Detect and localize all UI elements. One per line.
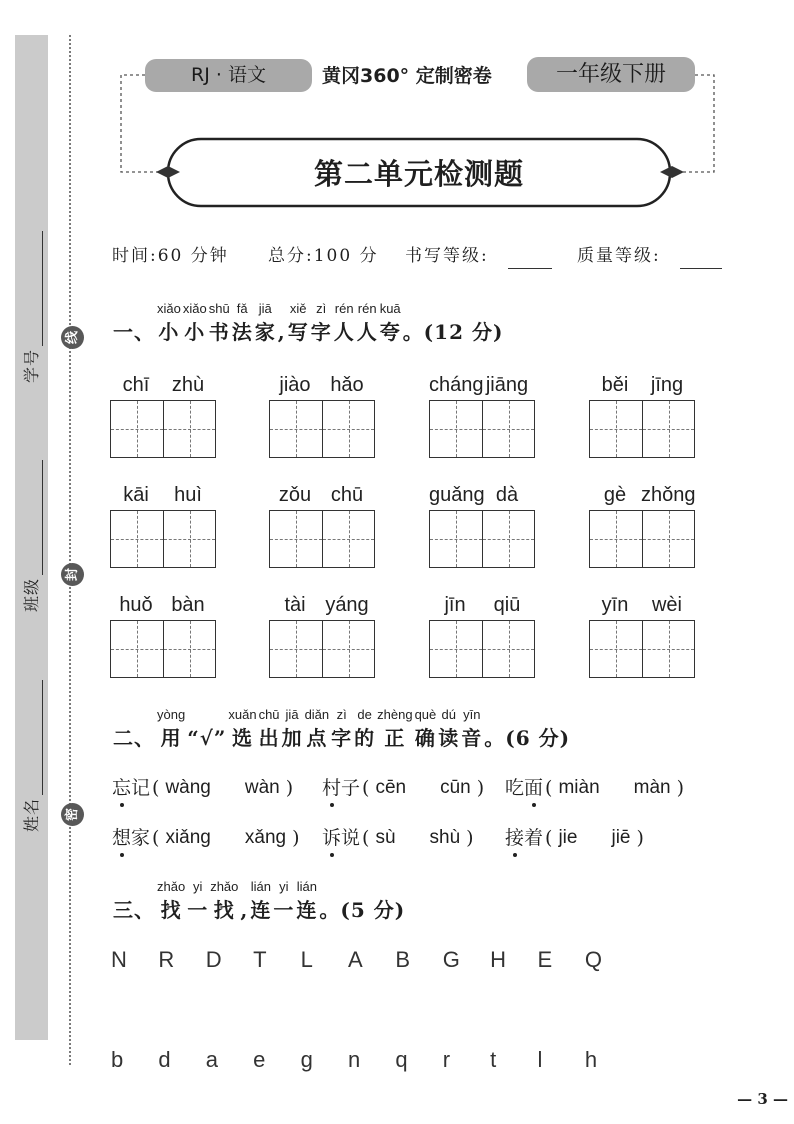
tianzige-cell: [590, 511, 642, 567]
pinyin-option-a: miàn: [558, 777, 600, 798]
pinyin-syllable: cháng: [429, 374, 484, 396]
name-field: [21, 680, 43, 832]
writing-item: [269, 482, 375, 568]
heading-pinyin: què: [414, 707, 437, 722]
item-pinyin: [429, 372, 535, 398]
bracket-close: ): [676, 777, 685, 799]
pinyin-option-a: sù: [375, 827, 396, 848]
writing-item: [589, 482, 695, 568]
dotted-character: 忘: [112, 777, 132, 799]
writing-item: [589, 592, 695, 678]
heading-text: 书: [208, 320, 230, 344]
heading-segment: [483, 706, 571, 752]
pinyin-option-a: jie: [558, 827, 578, 848]
heading-text: 找: [160, 898, 182, 922]
writing-grade-label: 书写等级:: [405, 246, 489, 266]
tianzige-box: [429, 620, 535, 678]
tianzige-box: [269, 510, 375, 568]
writing-item: [110, 482, 216, 568]
section-2-heading: [112, 706, 571, 752]
class-field: [21, 460, 43, 612]
pinyin-syllable: huì: [174, 484, 202, 506]
character: 吃: [505, 777, 525, 799]
tianzige-box: [429, 510, 535, 568]
heading-segment: [330, 706, 353, 752]
pinyin-option-b: màn: [633, 777, 671, 798]
heading-pinyin: diǎn: [304, 707, 330, 722]
uppercase-letter: E: [537, 947, 553, 972]
pinyin-syllable: běi: [601, 374, 629, 396]
heading-segment: [353, 706, 376, 752]
writing-item: [429, 482, 535, 568]
pinyin-option-a: cēn: [375, 777, 407, 798]
heading-text: 的: [354, 726, 376, 750]
writing-grade-blank: [508, 250, 552, 269]
tianzige-cell: [163, 401, 215, 457]
heading-text: 夸: [379, 320, 401, 344]
word: [112, 775, 150, 801]
tianzige-box: [110, 400, 216, 458]
tianzige-cell: [590, 621, 642, 677]
heading-text: 点: [306, 726, 328, 750]
pinyin-syllable: zhǒng: [641, 484, 696, 506]
heading-segment: [254, 300, 277, 346]
heading-text: 选: [231, 726, 253, 750]
tianzige-cell: [322, 511, 374, 567]
heading-pinyin: zì: [336, 707, 347, 722]
heading-pinyin: yi: [279, 879, 289, 894]
heading-segment: [156, 706, 186, 752]
pinyin-syllable: zǒu: [278, 484, 312, 506]
heading-text: 找: [213, 898, 235, 922]
word: [322, 825, 360, 851]
writing-item: [589, 372, 695, 458]
uppercase-letter: Q: [584, 947, 603, 972]
quality-grade-blank: [680, 250, 722, 269]
tianzige-cell: [111, 401, 163, 457]
heading-segment: [182, 300, 208, 346]
word: [505, 775, 543, 801]
heading-segment: [277, 300, 287, 346]
section-1-heading: [112, 300, 504, 346]
heading-text: 法: [231, 320, 253, 344]
heading-segment: [156, 878, 186, 924]
heading-pinyin: yi: [193, 879, 203, 894]
tianzige-cell: [482, 401, 534, 457]
seal-seal-mark: 封: [61, 563, 84, 586]
character: 着: [524, 827, 544, 849]
heading-pinyin: fǎ: [236, 301, 248, 316]
tianzige-cell: [642, 401, 694, 457]
bracket-open: (: [362, 777, 370, 799]
heading-pinyin: rén: [334, 301, 354, 316]
pronunciation-item: [322, 825, 474, 851]
heading-segment: [258, 706, 281, 752]
pinyin-option-b: shù: [429, 827, 461, 848]
uppercase-letter: L: [300, 947, 313, 972]
heading-segment: [272, 878, 295, 924]
pinyin-syllable: jīng: [650, 374, 684, 396]
tianzige-cell: [270, 621, 322, 677]
word: [112, 825, 150, 851]
uppercase-letter: T: [253, 947, 267, 972]
grade-badge: 一年级下册: [527, 57, 695, 92]
subject-badge: RJ · 语文: [145, 59, 312, 92]
tianzige-cell: [430, 511, 482, 567]
heading-text: 正: [384, 726, 406, 750]
bracket-close: ): [476, 777, 485, 799]
name-label: 姓名: [22, 797, 41, 832]
character: 说: [341, 827, 361, 849]
heading-segment: [437, 706, 460, 752]
bracket-close: ): [285, 777, 294, 799]
total-score: 总分:100 分: [268, 246, 379, 266]
heading-pinyin: zhèng: [377, 707, 413, 722]
heading-segment: [287, 300, 310, 346]
heading-pinyin: lián: [296, 879, 317, 894]
pinyin-syllable: huǒ: [119, 594, 153, 616]
lowercase-letter: e: [253, 1047, 266, 1072]
heading-segment: [318, 878, 406, 924]
heading-pinyin: jiā: [285, 707, 299, 722]
heading-segment: [208, 300, 231, 346]
pinyin-syllable: dà: [495, 484, 519, 506]
character: 记: [131, 777, 151, 799]
pinyin-syllable: chū: [330, 484, 364, 506]
tianzige-cell: [322, 401, 374, 457]
heading-segment: [414, 706, 438, 752]
lowercase-row: [111, 1047, 632, 1073]
heading-segment: [112, 706, 156, 752]
heading-pinyin: kuā: [379, 301, 401, 316]
lowercase-letter: q: [395, 1047, 408, 1072]
uppercase-letter: H: [490, 947, 507, 972]
pinyin-option-a: wàng: [165, 777, 211, 798]
student-id-label: 学号: [22, 348, 41, 383]
heading-text: 一: [187, 898, 209, 922]
heading-pinyin: chū: [258, 707, 280, 722]
dotted-character: 面: [524, 777, 544, 799]
heading-pinyin: shū: [208, 301, 230, 316]
item-pinyin: [429, 482, 535, 508]
heading-text: 写: [287, 320, 309, 344]
tianzige-box: [589, 400, 695, 458]
pronunciation-item: [112, 775, 293, 801]
tianzige-cell: [642, 621, 694, 677]
bracket-close: ): [292, 827, 300, 849]
heading-segment: [227, 706, 257, 752]
dotted-character: 诉: [322, 827, 342, 849]
heading-pinyin: zhǎo: [157, 879, 186, 894]
tianzige-box: [429, 400, 535, 458]
heading-pinyin: yīn: [463, 707, 481, 722]
uppercase-letter: A: [347, 947, 363, 972]
tianzige-cell: [590, 401, 642, 457]
heading-text: 确: [414, 726, 436, 750]
dotted-character: 村: [322, 777, 342, 799]
heading-segment: [186, 706, 227, 752]
writing-item: [429, 592, 535, 678]
heading-text: 二、: [113, 726, 155, 750]
tianzige-cell: [430, 401, 482, 457]
lowercase-letter: b: [111, 1047, 124, 1072]
pinyin-syllable: yáng: [325, 594, 369, 616]
heading-segment: [295, 878, 318, 924]
character: 子: [341, 777, 361, 799]
item-pinyin: [429, 592, 535, 618]
class-blank: [27, 460, 43, 575]
lowercase-letter: l: [537, 1047, 543, 1072]
heading-text: 人: [356, 320, 378, 344]
pinyin-syllable: zhù: [171, 374, 205, 396]
uppercase-letter: N: [111, 947, 127, 972]
pinyin-option-b: cūn: [440, 777, 471, 798]
heading-segment: [356, 300, 379, 346]
pinyin-option-b: jiē: [611, 827, 631, 848]
heading-text: 一: [273, 898, 295, 922]
tianzige-cell: [111, 511, 163, 567]
heading-segment: [402, 300, 505, 346]
tianzige-cell: [322, 621, 374, 677]
pinyin-syllable: yīn: [601, 594, 629, 616]
uppercase-letter: G: [442, 947, 460, 972]
bracket-open: (: [152, 827, 160, 849]
name-blank: [27, 680, 43, 795]
heading-text: 。(6 分): [484, 726, 571, 750]
section-3-heading: [112, 878, 406, 924]
bracket-open: (: [545, 827, 553, 849]
item-pinyin: [589, 482, 695, 508]
heading-segment: [112, 878, 156, 924]
bracket-close: ): [636, 827, 644, 849]
heading-text: 人: [333, 320, 355, 344]
item-pinyin: [589, 372, 695, 398]
heading-segment: [249, 878, 272, 924]
heading-pinyin: xiǎo: [157, 301, 181, 316]
pinyin-syllable: guǎng: [429, 484, 485, 506]
heading-pinyin: rén: [357, 301, 377, 316]
pronunciation-item: [505, 775, 684, 801]
pinyin-syllable: jiāng: [485, 374, 529, 396]
writing-item: [110, 592, 216, 678]
uppercase-letter: D: [205, 947, 222, 972]
writing-item: [269, 372, 375, 458]
tianzige-cell: [430, 621, 482, 677]
pinyin-syllable: jiào: [279, 374, 311, 396]
pronunciation-item: [322, 775, 484, 801]
tianzige-box: [589, 620, 695, 678]
heading-segment: [209, 878, 239, 924]
pinyin-syllable: jīn: [444, 594, 466, 616]
tianzige-cell: [111, 621, 163, 677]
pinyin-option-b: xǎng: [244, 827, 287, 848]
heading-pinyin: zì: [316, 301, 327, 316]
heading-text: 三、: [113, 898, 155, 922]
lowercase-letter: d: [158, 1047, 171, 1072]
item-pinyin: [269, 592, 375, 618]
writing-item: [110, 372, 216, 458]
pinyin-syllable: tài: [284, 594, 306, 616]
dotted-character: 接: [505, 827, 525, 849]
item-pinyin: [269, 372, 375, 398]
pinyin-syllable: gè: [603, 484, 627, 506]
heading-text: 。(12 分): [402, 320, 504, 344]
writing-item: [269, 592, 375, 678]
heading-segment: [379, 300, 402, 346]
heading-segment: [156, 300, 182, 346]
tianzige-box: [269, 620, 375, 678]
heading-pinyin: de: [357, 707, 372, 722]
heading-text: “√”: [187, 726, 227, 750]
bracket-open: (: [152, 777, 160, 799]
heading-pinyin: xiǎo: [182, 301, 207, 316]
pinyin-syllable: qiū: [493, 594, 521, 616]
quality-grade-label: 质量等级:: [577, 246, 661, 266]
heading-pinyin: zhǎo: [210, 879, 239, 894]
dotted-character: 想: [112, 827, 132, 849]
lowercase-letter: n: [347, 1047, 361, 1072]
seal-line-mark: 线: [61, 326, 84, 349]
item-pinyin: [110, 592, 216, 618]
pinyin-syllable: hǎo: [330, 374, 364, 396]
heading-pinyin: xiě: [289, 301, 307, 316]
pronunciation-item: [505, 825, 644, 851]
page-title: 第二单元检测题: [313, 157, 524, 191]
pinyin-option-a: xiǎng: [165, 827, 211, 848]
bracket-open: (: [545, 777, 553, 799]
lowercase-letter: g: [300, 1047, 313, 1072]
heading-text: 连: [250, 898, 272, 922]
heading-segment: [281, 706, 304, 752]
uppercase-row: [111, 947, 632, 973]
word: [505, 825, 543, 851]
series-name: 黄冈360° 定制密卷: [322, 65, 492, 87]
heading-text: 加: [281, 726, 303, 750]
heading-text: 。(5 分): [319, 898, 406, 922]
exam-time: 时间:60 分钟: [112, 246, 229, 266]
writing-item: [429, 372, 535, 458]
heading-text: 出: [258, 726, 280, 750]
tianzige-cell: [270, 401, 322, 457]
heading-pinyin: yòng: [157, 707, 186, 722]
tianzige-box: [589, 510, 695, 568]
heading-text: ,: [240, 898, 249, 922]
heading-segment: [460, 706, 483, 752]
heading-text: 字: [310, 320, 332, 344]
item-pinyin: [110, 372, 216, 398]
pinyin-syllable: chī: [122, 374, 150, 396]
pinyin-syllable: bàn: [171, 594, 205, 616]
heading-pinyin: xuǎn: [228, 707, 257, 722]
word: [322, 775, 360, 801]
pronunciation-item: [112, 825, 300, 851]
heading-segment: [304, 706, 331, 752]
heading-pinyin: jiā: [258, 301, 272, 316]
item-pinyin: [269, 482, 375, 508]
pinyin-syllable: wèi: [651, 594, 682, 616]
page-number: — 3 —: [737, 1090, 788, 1108]
bracket-close: ): [466, 827, 474, 849]
lowercase-letter: a: [205, 1047, 219, 1072]
heading-text: ,: [277, 320, 286, 344]
heading-text: 一、: [113, 320, 155, 344]
heading-segment: [186, 878, 209, 924]
tianzige-box: [269, 400, 375, 458]
heading-text: 字: [331, 726, 353, 750]
heading-text: 用: [160, 726, 182, 750]
student-id-field: [21, 231, 43, 383]
lowercase-letter: t: [490, 1047, 497, 1072]
pinyin-syllable: kāi: [123, 484, 149, 506]
heading-segment: [112, 300, 156, 346]
heading-pinyin: lián: [250, 879, 271, 894]
tianzige-cell: [642, 511, 694, 567]
bracket-open: (: [362, 827, 370, 849]
heading-text: 读: [438, 726, 460, 750]
item-pinyin: [589, 592, 695, 618]
tianzige-cell: [482, 511, 534, 567]
character: 家: [131, 827, 151, 849]
heading-text: 音: [461, 726, 483, 750]
tianzige-box: [110, 510, 216, 568]
lowercase-letter: h: [584, 1047, 598, 1072]
heading-text: 小: [184, 320, 206, 344]
uppercase-letter: R: [158, 947, 175, 972]
uppercase-letter: B: [395, 947, 411, 972]
heading-segment: [333, 300, 356, 346]
heading-pinyin: dú: [441, 707, 456, 722]
student-id-blank: [27, 231, 43, 346]
heading-text: 小: [158, 320, 180, 344]
heading-segment: [231, 300, 254, 346]
heading-segment: [310, 300, 333, 346]
seal-secret-mark: 密: [61, 803, 84, 826]
tianzige-box: [110, 620, 216, 678]
lowercase-letter: r: [442, 1047, 451, 1072]
heading-text: 连: [296, 898, 318, 922]
pinyin-option-b: wàn: [244, 777, 280, 798]
tianzige-cell: [270, 511, 322, 567]
class-label: 班级: [22, 577, 41, 612]
tianzige-cell: [482, 621, 534, 677]
item-pinyin: [110, 482, 216, 508]
tianzige-cell: [163, 511, 215, 567]
heading-segment: [239, 878, 249, 924]
heading-text: 家: [254, 320, 276, 344]
tianzige-cell: [163, 621, 215, 677]
heading-segment: [376, 706, 413, 752]
